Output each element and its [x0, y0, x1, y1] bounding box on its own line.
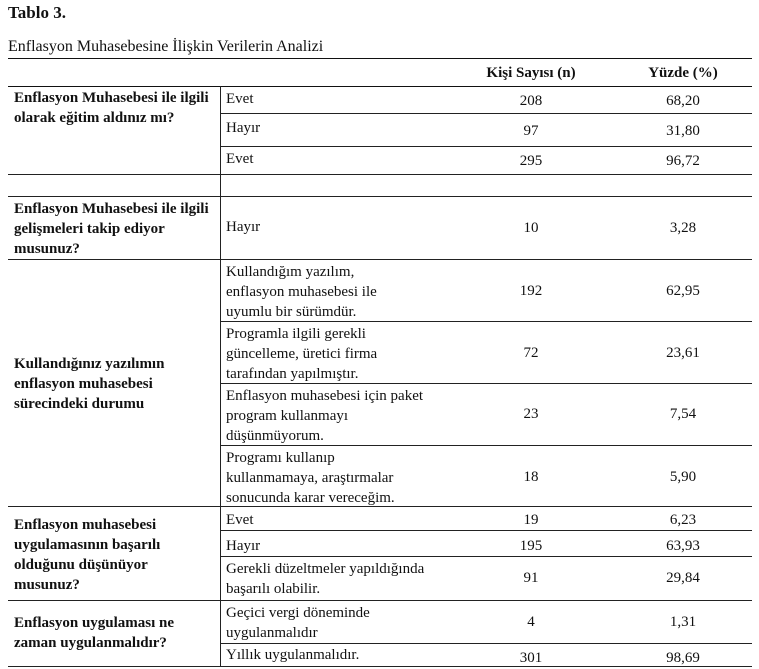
table-rule [8, 506, 752, 507]
percent-value: 63,93 [666, 538, 700, 554]
cell-border [220, 445, 752, 446]
table-title: Tablo 3. [8, 3, 66, 22]
percent-value: 3,28 [669, 220, 697, 236]
option-text: Evet [226, 151, 254, 167]
cell-border [220, 321, 752, 322]
count-value: 18 [523, 469, 539, 485]
question-label: Enflasyon uygulaması ne zaman uygulanmalıdır? [14, 615, 175, 651]
table-rule [8, 600, 752, 601]
option-text: Programı kullanıp kullanmamaya, araştırmalar sonucunda karar vereceğim. [226, 450, 395, 506]
cell-border [220, 383, 752, 384]
percent-value: 29,84 [666, 570, 700, 586]
option-text: Enflasyon muhasebesi için paket program kullanmayı düşünmüyorum. [226, 388, 424, 444]
count-value: 97 [523, 123, 539, 139]
table-rule [8, 58, 752, 59]
option-text: Evet [226, 91, 254, 107]
question-label: Enflasyon Muhasebesi ile ilgili olarak eğitim aldınız mı? [14, 90, 209, 126]
percent-value: 6,23 [669, 512, 697, 528]
option-text: Programla ilgili gerekli güncelleme, üretici firma tarafından yapılmıştır. [226, 326, 378, 382]
header-percent: Yüzde (%) [648, 65, 718, 81]
percent-value: 7,54 [669, 406, 697, 422]
option-text: Kullandığım yazılım, enflasyon muhasebesi ile uyumlu bir sürümdür. [226, 264, 377, 320]
percent-value: 31,80 [666, 123, 700, 139]
count-value: 19 [523, 512, 539, 528]
count-value: 4 [527, 614, 535, 630]
percent-value: 96,72 [666, 153, 700, 169]
table-rule [8, 196, 752, 197]
count-value: 192 [519, 283, 543, 299]
option-text: Yıllık uygulanmalıdır. [226, 647, 360, 663]
option-text: Geçici vergi döneminde uygulanmalıdır [226, 605, 370, 641]
count-value: 195 [519, 538, 543, 554]
percent-value: 98,69 [666, 650, 700, 666]
cell-border [220, 556, 752, 557]
header-count: Kişi Sayısı (n) [486, 65, 576, 81]
table-rule [8, 174, 752, 175]
option-text: Hayır [226, 219, 261, 235]
table-rule [8, 259, 752, 260]
table-caption: Enflasyon Muhasebesine İlişkin Verilerin Analizi [8, 38, 324, 55]
percent-value: 62,95 [666, 283, 700, 299]
cell-border [220, 643, 752, 644]
question-label: Enflasyon muhasebesi uygulamasının başarılı olduğunu düşünüyor musunuz? [14, 517, 161, 593]
table-rule [8, 86, 752, 87]
option-text: Evet [226, 512, 254, 528]
count-value: 10 [523, 220, 539, 236]
cell-border [220, 113, 752, 114]
count-value: 208 [519, 93, 543, 109]
percent-value: 23,61 [666, 345, 700, 361]
cell-border [220, 146, 752, 147]
table-rule [8, 666, 752, 667]
percent-value: 68,20 [666, 93, 700, 109]
count-value: 301 [519, 650, 543, 666]
cell-border [220, 530, 752, 531]
option-text: Hayır [226, 538, 261, 554]
column-divider [220, 174, 221, 196]
count-value: 23 [523, 406, 539, 422]
option-text: Gerekli düzeltmeler yapıldığında başarılı olabilir. [226, 561, 425, 597]
option-text: Hayır [226, 120, 261, 136]
count-value: 295 [519, 153, 543, 169]
question-label: Kullandığınız yazılımın enflasyon muhasebesi sürecindeki durumu [14, 356, 165, 412]
column-divider [220, 86, 221, 174]
question-label: Enflasyon Muhasebesi ile ilgili gelişmeleri takip ediyor musunuz? [14, 201, 209, 257]
column-divider [220, 196, 221, 666]
percent-value: 5,90 [669, 469, 697, 485]
count-value: 91 [523, 570, 539, 586]
percent-value: 1,31 [669, 614, 697, 630]
count-value: 72 [523, 345, 539, 361]
